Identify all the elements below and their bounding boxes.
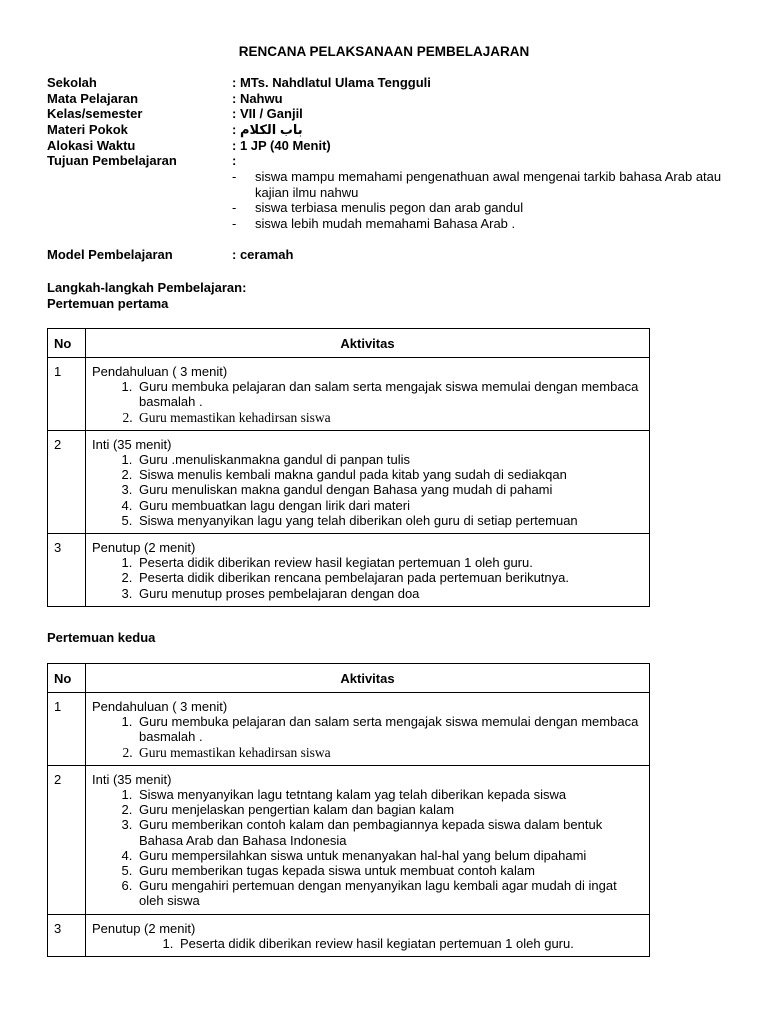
activity-cell xyxy=(86,358,650,431)
row-number: 2 xyxy=(48,765,86,914)
info-row-subject xyxy=(47,91,727,107)
info-value: : 1 JP (40 Menit) xyxy=(232,137,331,153)
activity-cell xyxy=(86,430,650,533)
row-number: 1 xyxy=(48,358,86,431)
list-item: 5. Guru memberikan tugas kepada siswa untuk membuat contoh kalam xyxy=(136,863,643,878)
info-value: : xyxy=(232,153,237,169)
steps-heading-block xyxy=(47,280,246,311)
list-item: 3. Guru memberikan contoh kalam dan pembagiannya kepada siswa dalam bentuk Bahasa Arab dan Bahasa Indonesia xyxy=(136,817,643,847)
list-item: 2. Siswa menulis kembali makna gandul pada kitab yang sudah di sediakqan xyxy=(136,467,643,482)
list-item: 2. Guru menjelaskan pengertian kalam dan bagian kalam xyxy=(136,802,643,817)
list-item: 1. Peserta didik diberikan review hasil kegiatan pertemuan 1 oleh guru. xyxy=(177,936,643,951)
list-item: 2. Guru memastikan kehadirsan siswa xyxy=(136,410,643,425)
list-item: 1. Peserta didik diberikan review hasil kegiatan pertemuan 1 oleh guru. xyxy=(136,555,643,570)
info-row-time xyxy=(47,138,727,154)
activity-cell xyxy=(86,765,650,914)
list-item: 4. Guru mempersilahkan siswa untuk menanyakan hal-hal yang belum dipahami xyxy=(136,848,643,863)
meeting2-title: Pertemuan kedua xyxy=(47,630,156,645)
row-number: 3 xyxy=(48,534,86,607)
phase-title: Pendahuluan ( 3 menit) xyxy=(92,364,228,379)
info-label: Mata Pelajaran xyxy=(47,90,139,106)
table-row xyxy=(48,914,650,956)
meeting2-table xyxy=(47,663,650,957)
list-item: 1. Guru membuka pelajaran dan salam serta mengajak siswa memulai dengan membaca basmalah . xyxy=(136,714,643,744)
row-number: 3 xyxy=(48,914,86,956)
activity-list xyxy=(92,936,643,951)
list-item: 1. Siswa menyanyikan lagu tetntang kalam yag telah diberikan kepada siswa xyxy=(136,787,643,802)
info-block xyxy=(47,75,727,169)
column-header-no: No xyxy=(48,329,86,358)
goal-item: - siswa lebih mudah memahami Bahasa Arab . xyxy=(232,215,516,231)
meeting1-table xyxy=(47,328,650,607)
info-value: : MTs. Nahdlatul Ulama Tengguli xyxy=(232,75,431,90)
phase-title: Pendahuluan ( 3 menit) xyxy=(92,699,228,714)
list-item: 2. Guru memastikan kehadirsan siswa xyxy=(136,745,643,760)
info-label: Sekolah xyxy=(47,75,97,90)
phase-title: Inti (35 menit) xyxy=(92,771,172,787)
info-row-school xyxy=(47,75,727,91)
info-value: : VII / Ganjil xyxy=(232,106,303,122)
activity-list xyxy=(92,555,643,601)
phase-title: Penutup (2 menit) xyxy=(92,920,196,936)
model-value: : ceramah xyxy=(232,247,294,262)
goal-item: - siswa mampu memahami pengenathuan awal mengenai tarkib bahasa Arab atau kajian ilmu nahwu xyxy=(232,169,722,200)
table-row xyxy=(48,765,650,914)
info-value: : باب الكلام xyxy=(232,122,303,138)
table-header-row xyxy=(48,329,650,358)
list-item: 1. Guru .menuliskanmakna gandul di panpan tulis xyxy=(136,452,643,467)
table-row xyxy=(48,693,650,766)
info-label: Materi Pokok xyxy=(47,122,128,138)
phase-title: Penutup (2 menit) xyxy=(92,540,196,556)
goals-list xyxy=(47,169,727,231)
activity-cell xyxy=(86,534,650,607)
goal-item: - siswa terbiasa menulis pegon dan arab gandul xyxy=(232,200,524,215)
row-number: 1 xyxy=(48,693,86,766)
info-row-class xyxy=(47,106,727,122)
table-row xyxy=(48,358,650,431)
list-item: 5. Siswa menyanyikan lagu yang telah diberikan oleh guru di setiap pertemuan xyxy=(136,513,643,528)
info-label: Alokasi Waktu xyxy=(47,137,136,153)
column-header-activity: Aktivitas xyxy=(86,329,650,358)
document-title: RENCANA PELAKSANAAN PEMBELAJARAN xyxy=(238,44,530,59)
list-item: 1. Guru membuka pelajaran dan salam serta mengajak siswa memulai dengan membaca basmalah . xyxy=(136,379,643,409)
row-number: 2 xyxy=(48,430,86,533)
info-value: : Nahwu xyxy=(232,90,283,106)
list-item: 6. Guru mengahiri pertemuan dengan menyanyikan lagu kembali agar mudah di ingat oleh siswa xyxy=(136,878,643,908)
list-item: 3. Guru menuliskan makna gandul dengan Bahasa yang mudah di pahami xyxy=(136,482,643,497)
info-label: Kelas/semester xyxy=(47,106,143,122)
activity-list xyxy=(92,714,643,760)
model-label: Model Pembelajaran xyxy=(47,247,173,262)
steps-heading: Langkah-langkah Pembelajaran: xyxy=(47,280,247,295)
info-row-goals xyxy=(47,153,727,169)
list-item: 4. Guru membuatkan lagu dengan lirik dari materi xyxy=(136,498,643,513)
activity-list xyxy=(92,452,643,528)
info-row-topic xyxy=(47,122,727,138)
activity-cell xyxy=(86,693,650,766)
table-header-row xyxy=(48,664,650,693)
model-row xyxy=(47,247,727,263)
list-item: 2. Peserta didik diberikan rencana pembelajaran pada pertemuan berikutnya. xyxy=(136,570,643,585)
meeting1-title: Pertemuan pertama xyxy=(47,295,169,311)
table-row xyxy=(48,430,650,533)
activity-list xyxy=(92,379,643,425)
activity-list xyxy=(92,787,643,909)
info-label: Tujuan Pembelajaran xyxy=(47,153,177,169)
phase-title: Inti (35 menit) xyxy=(92,436,172,452)
table-row xyxy=(48,534,650,607)
column-header-activity: Aktivitas xyxy=(86,664,650,693)
activity-cell xyxy=(86,914,650,956)
column-header-no: No xyxy=(48,664,86,693)
list-item: 3. Guru menutup proses pembelajaran dengan doa xyxy=(136,586,643,601)
